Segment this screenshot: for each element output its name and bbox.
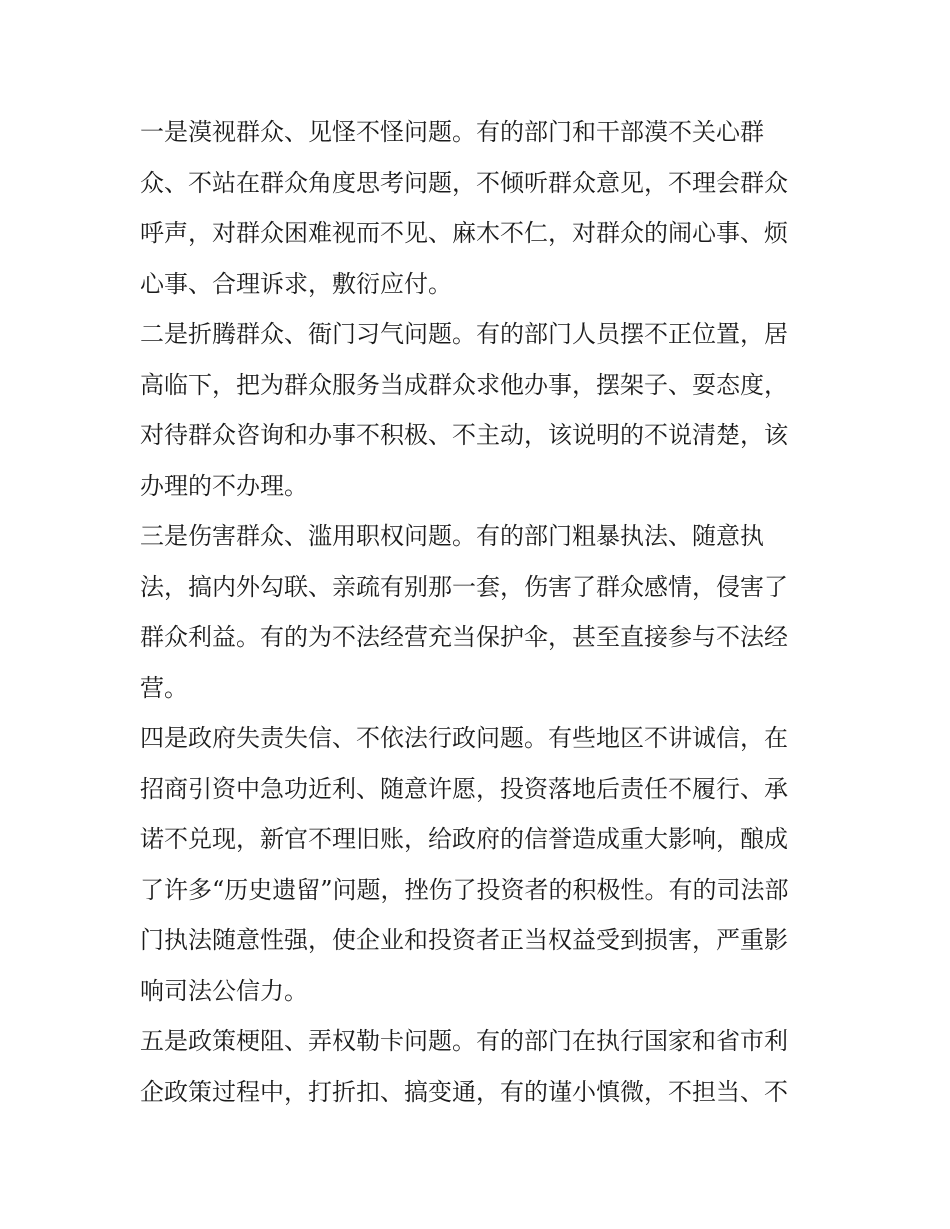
text-line: 企政策过程中，打折扣、搞变通，有的谨小慎微，不担当、不 xyxy=(140,1077,788,1106)
text-line: 门执法随意性强，使企业和投资者正当权益受到损害，严重影 xyxy=(140,926,788,954)
text-line: 营。 xyxy=(140,673,188,702)
text-line: 一是漠视群众、见怪不怪问题。有的部门和干部漠不关心群 xyxy=(140,118,764,146)
text-line: 三是伤害群众、滥用职权问题。有的部门粗暴执法、随意执 xyxy=(140,522,764,550)
text-line: 五是政策梗阻、弄权勒卡问题。有的部门在执行国家和省市利 xyxy=(140,1027,788,1055)
text-line: 群众利益。有的为不法经营充当保护伞，甚至直接参与不法经 xyxy=(140,623,788,651)
text-line: 办理的不办理。 xyxy=(140,471,308,500)
text-line: 响司法公信力。 xyxy=(140,976,308,1005)
text-line: 法，搞内外勾联、亲疏有别那一套，伤害了群众感情，侵害了 xyxy=(140,572,788,601)
document-body xyxy=(140,107,812,1117)
paragraph-5 xyxy=(140,1016,812,1117)
paragraph-1 xyxy=(140,107,812,309)
paragraph-4 xyxy=(140,713,812,1016)
text-line: 众、不站在群众角度思考问题，不倾听群众意见，不理会群众 xyxy=(140,168,788,197)
paragraph-3 xyxy=(140,511,812,713)
text-line: 呼声，对群众困难视而不见、麻木不仁，对群众的闹心事、烦 xyxy=(140,219,788,247)
text-line: 高临下，把为群众服务当成群众求他办事，摆架子、耍态度， xyxy=(140,370,788,399)
text-line: 招商引资中急功近利、随意许愿，投资落地后责任不履行、承 xyxy=(140,774,788,803)
text-line: 四是政府失责失信、不依法行政问题。有些地区不讲诚信，在 xyxy=(140,724,788,752)
text-line: 对待群众咨询和办事不积极、不主动，该说明的不说清楚，该 xyxy=(140,421,788,449)
text-line: 二是折腾群众、衙门习气问题。有的部门人员摆不正位置，居 xyxy=(140,320,788,348)
text-line: 心事、合理诉求，敷衍应付。 xyxy=(140,269,452,298)
paragraph-2 xyxy=(140,309,812,511)
text-line: 诺不兑现，新官不理旧账，给政府的信誉造成重大影响，酿成 xyxy=(140,825,788,853)
text-line: 了许多“历史遗留”问题，挫伤了投资者的积极性。有的司法部 xyxy=(140,875,789,904)
